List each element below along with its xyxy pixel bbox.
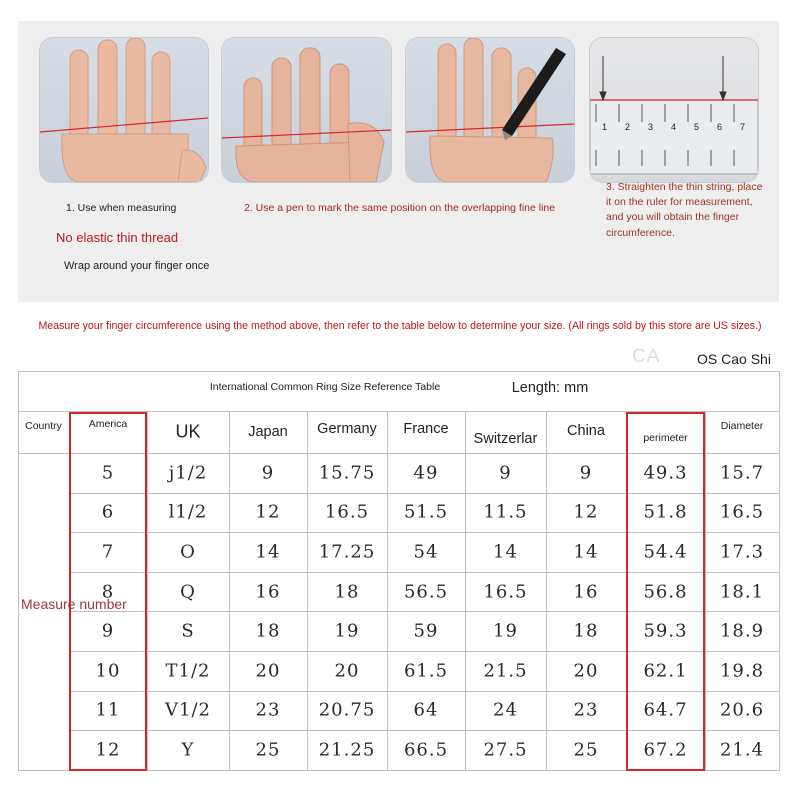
table-cell: 61.5 [403, 660, 449, 682]
row-group-label: Measure number [21, 596, 127, 612]
table-cell: 16 [255, 581, 281, 603]
table-cell: 17.25 [318, 541, 376, 563]
header-america: America [88, 418, 128, 430]
table-cell: 18.1 [719, 581, 765, 603]
table-cell: 18 [573, 620, 599, 642]
table-grid-line [18, 371, 779, 372]
table-cell: 25 [573, 739, 599, 761]
table-cell: 67.2 [643, 739, 688, 761]
step3-label: 3. Straighten the thin string, place it on the ruler for measurement, and you will obtain the finger circumference. [606, 181, 763, 239]
table-cell: 14 [573, 541, 599, 563]
table-cell: 21.5 [483, 660, 528, 682]
length-unit: Length: mm [511, 380, 589, 396]
table-cell: 19.8 [719, 660, 765, 682]
table-cell: 18.9 [719, 620, 765, 642]
table-cell: 27.5 [483, 739, 528, 761]
table-grid-line [18, 371, 19, 770]
header-country: Country [25, 420, 62, 432]
table-cell: 9 [579, 462, 593, 484]
brand-name: OS Cao Shi [697, 351, 771, 367]
table-grid-line [465, 411, 466, 770]
table-cell: 49 [413, 462, 439, 484]
brand-watermark: CA [632, 346, 661, 367]
step2-label: 2. Use a pen to mark the same position on the overlapping fine line [244, 202, 556, 214]
table-cell: 6 [101, 501, 115, 523]
table-cell: l1/2 [168, 501, 208, 523]
table-grid-line [307, 411, 308, 770]
photo-ruler-measurement [590, 38, 758, 182]
table-cell: 49.3 [643, 462, 688, 484]
header-diameter: Diameter [720, 420, 764, 432]
header-france: France [403, 421, 449, 437]
column-highlight [69, 412, 147, 771]
column-highlight [626, 412, 705, 771]
table-cell: 7 [101, 541, 115, 563]
table-cell: 19 [334, 620, 360, 642]
table-cell: 16 [573, 581, 599, 603]
table-cell: 10 [95, 660, 121, 682]
table-grid-line [147, 411, 148, 770]
table-cell: j1/2 [168, 462, 208, 484]
table-cell: 15.75 [318, 462, 376, 484]
photo-thread-around-finger [40, 38, 208, 182]
table-cell: 9 [261, 462, 275, 484]
table-cell: O [180, 541, 196, 563]
table-cell: 54.4 [643, 541, 688, 563]
ruler-digit: 5 [694, 122, 700, 132]
header-china: China [567, 423, 605, 439]
table-cell: 18 [334, 581, 360, 603]
table-cell: 9 [101, 620, 115, 642]
table-cell: Y [181, 739, 195, 761]
ruler-digit: 3 [648, 122, 654, 132]
table-cell: 12 [255, 501, 281, 523]
table-cell: 20.6 [719, 699, 765, 721]
table-cell: 12 [573, 501, 599, 523]
table-cell: 59 [413, 620, 439, 642]
table-cell: 5 [101, 462, 115, 484]
table-cell: 20 [255, 660, 281, 682]
table-cell: 9 [499, 462, 512, 484]
ring-size-table [18, 371, 779, 770]
table-cell: 51.8 [643, 501, 688, 523]
table-cell: 18 [255, 620, 281, 642]
table-grid-line [779, 371, 780, 771]
table-cell: 23 [573, 699, 599, 721]
table-cell: 8 [101, 581, 115, 603]
ruler-digit: 6 [717, 122, 723, 132]
photo-mark-thread [222, 38, 391, 182]
table-cell: V1/2 [165, 699, 211, 721]
table-cell: 64.7 [643, 699, 688, 721]
table-cell: 19 [493, 620, 518, 642]
header-switzerland: Switzerlar [473, 431, 538, 447]
ruler-digit: 2 [625, 122, 631, 132]
table-cell: 16.5 [483, 581, 528, 603]
photo-pen-marking [406, 38, 574, 182]
table-cell: 25 [255, 739, 281, 761]
ruler-digit: 1 [602, 122, 608, 132]
table-cell: 54 [413, 541, 439, 563]
ruler-digit: 4 [671, 122, 677, 132]
table-cell: 23 [255, 699, 281, 721]
table-cell: 12 [95, 739, 121, 761]
table-cell: 62.1 [643, 660, 688, 682]
header-japan: Japan [248, 424, 288, 440]
table-grid-line [229, 411, 230, 770]
header-germany: Germany [317, 421, 377, 437]
table-cell: 11 [95, 699, 121, 721]
table-cell: 17.3 [719, 541, 765, 563]
step1-note: No elastic thin thread [56, 230, 179, 245]
table-cell: 66.5 [403, 739, 449, 761]
step1-label: 1. Use when measuring [66, 202, 177, 214]
ruler-digit: 7 [740, 122, 746, 132]
table-cell: 16.5 [324, 501, 370, 523]
table-cell: 20 [334, 660, 360, 682]
size-notice: Measure your finger circumference using the method above, then refer to the table below to determine your size. (All rings sold by this store are US sizes.) [38, 320, 762, 332]
table-cell: 56.5 [403, 581, 449, 603]
table-cell: S [181, 620, 195, 642]
table-cell: 15.7 [719, 462, 765, 484]
table-cell: Q [180, 581, 196, 603]
table-cell: 20 [573, 660, 599, 682]
table-cell: 59.3 [643, 620, 688, 642]
table-cell: 21.4 [719, 739, 765, 761]
table-cell: 20.75 [318, 699, 376, 721]
table-cell: 11.5 [483, 501, 528, 523]
table-cell: 16.5 [719, 501, 765, 523]
header-uk: UK [175, 421, 201, 442]
table-cell: 14 [255, 541, 281, 563]
table-title: International Common Ring Size Reference Table [209, 381, 441, 393]
table-grid-line [387, 411, 388, 770]
table-cell: 14 [493, 541, 518, 563]
table-cell: 21.25 [318, 739, 376, 761]
table-cell: T1/2 [165, 660, 211, 682]
table-cell: 64 [413, 699, 439, 721]
table-cell: 51.5 [403, 501, 449, 523]
step1-detail: Wrap around your finger once [64, 260, 210, 272]
table-cell: 24 [493, 699, 518, 721]
table-grid-line [705, 411, 706, 770]
table-cell: 56.8 [643, 581, 688, 603]
table-grid-line [546, 411, 547, 770]
header-perimeter: perimeter [643, 432, 688, 444]
